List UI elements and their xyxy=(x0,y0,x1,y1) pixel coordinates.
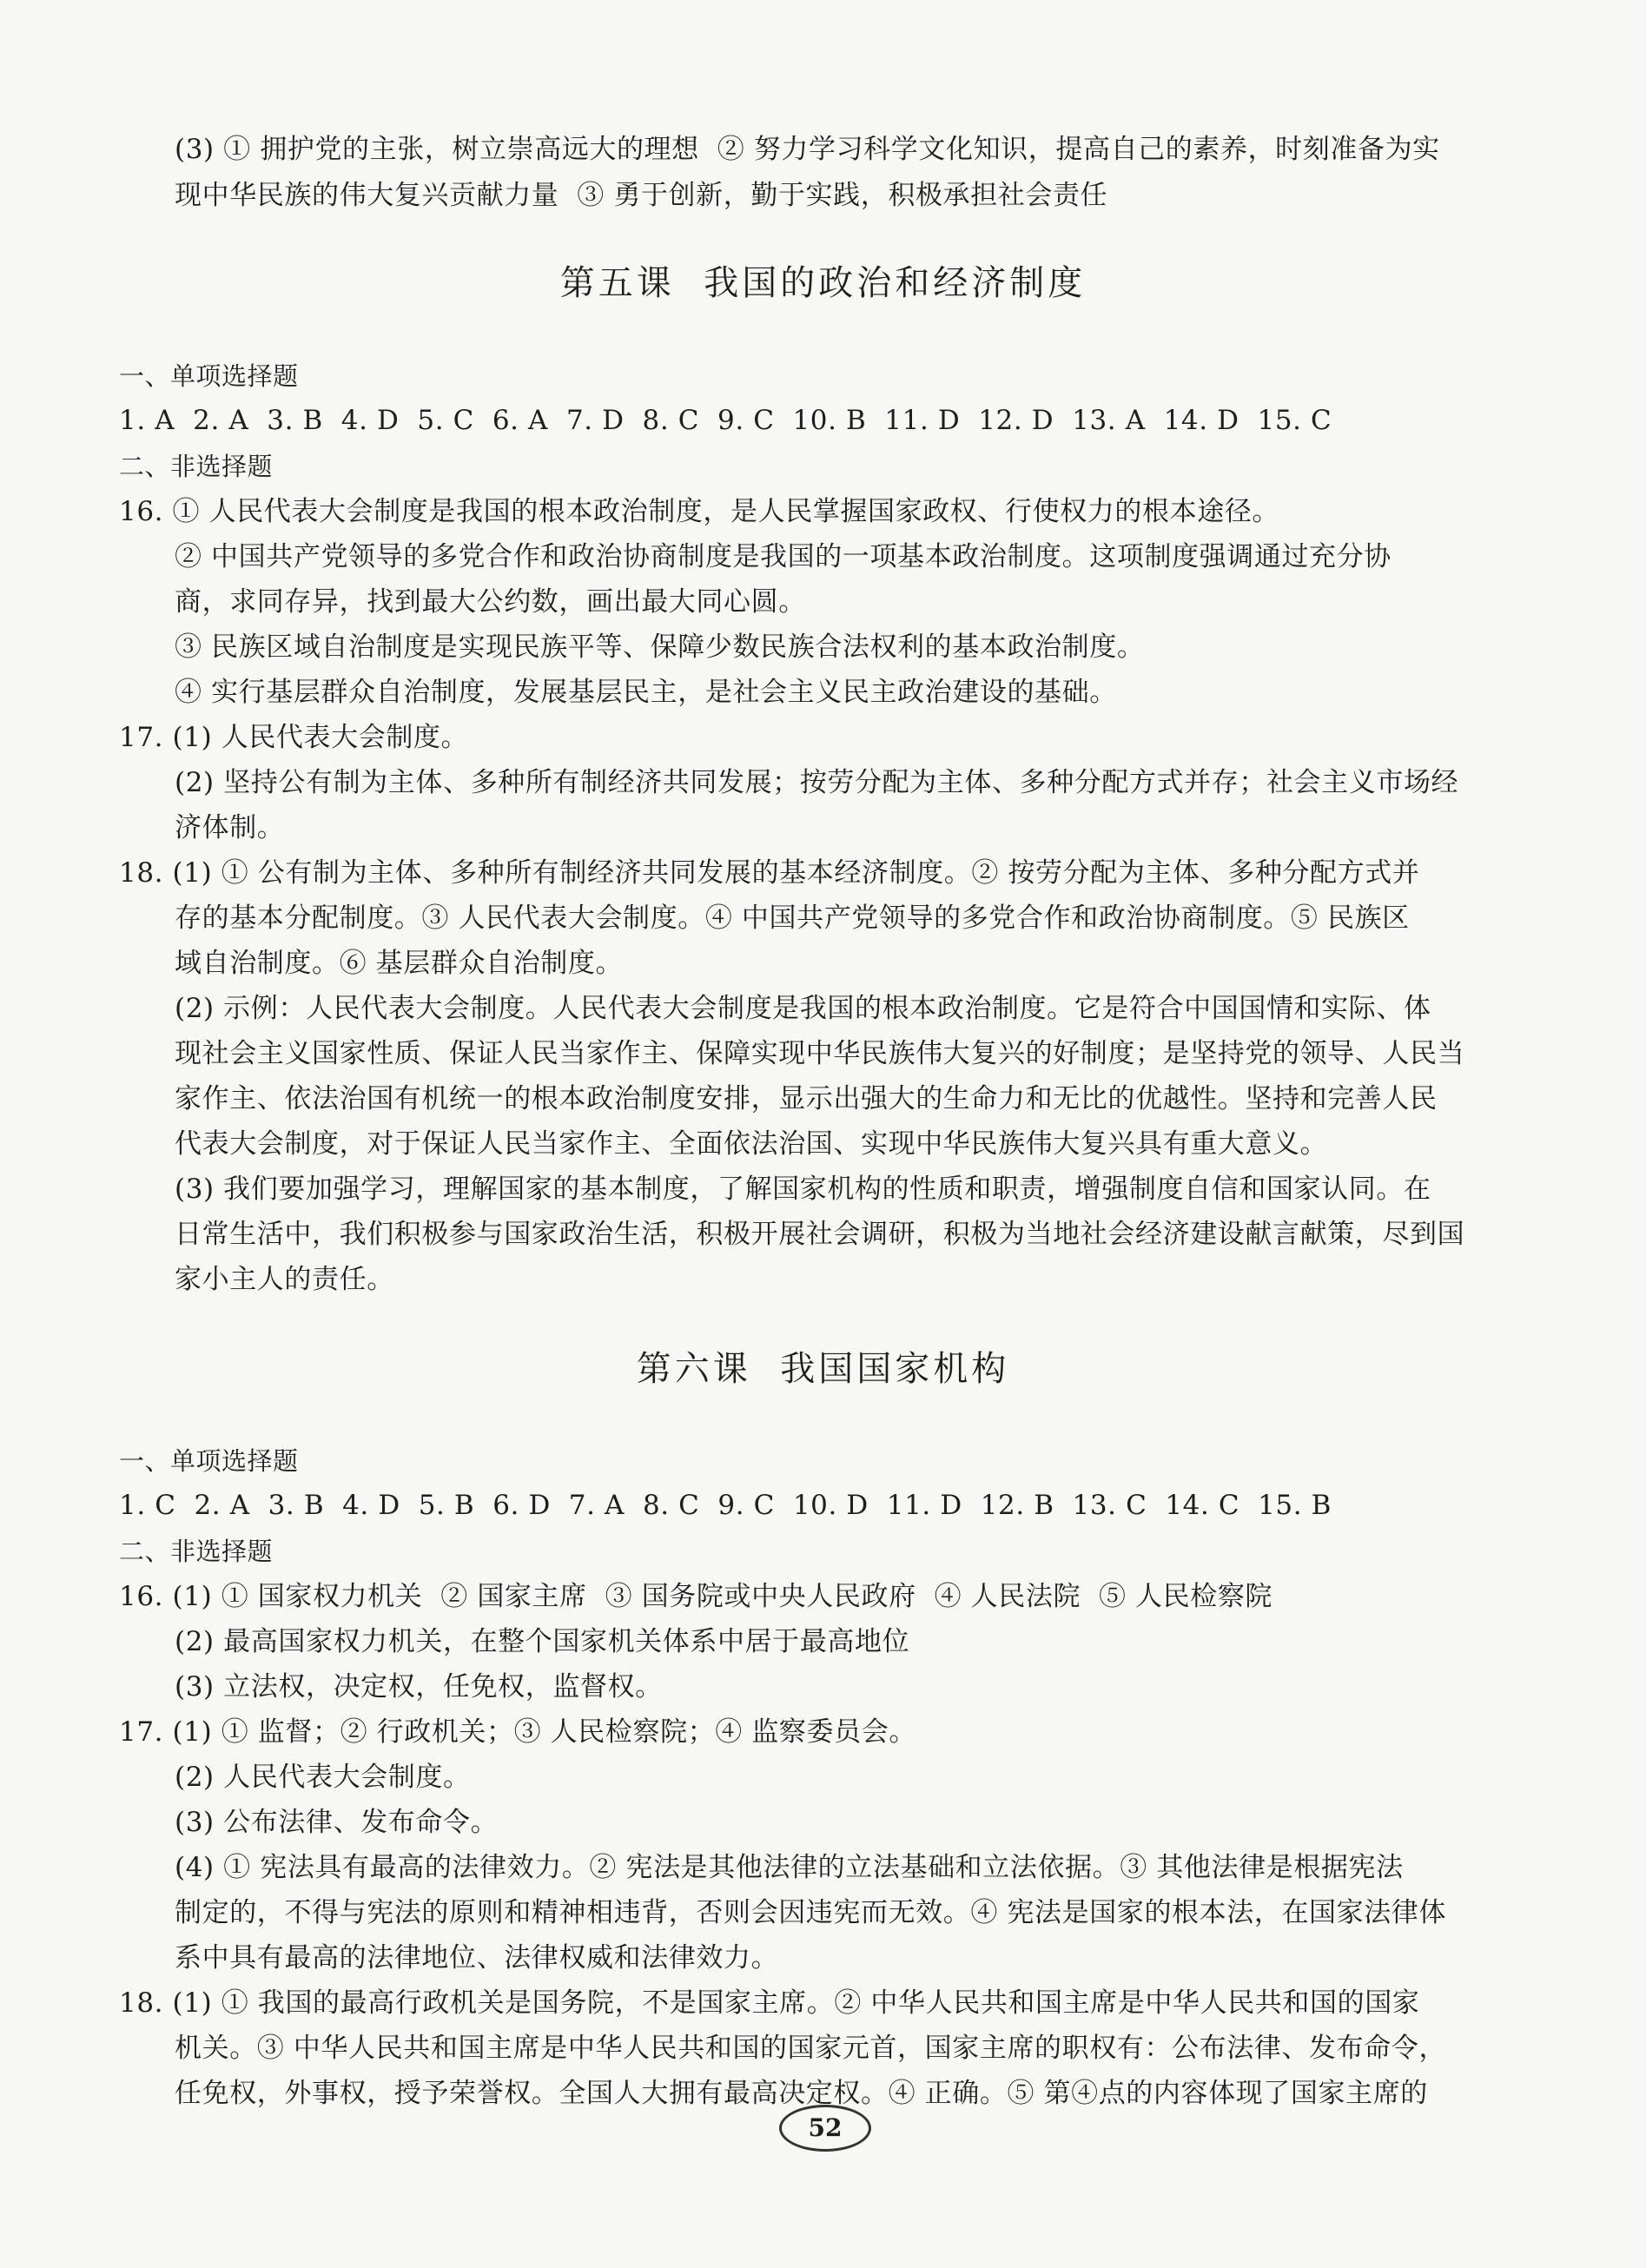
lesson5-line: 日常生活中，我们积极参与国家政治生活，积极开展社会调研，积极为当地社会经济建设献言献策，尽到国 xyxy=(175,1219,1465,1250)
lesson5-choice-answers: 1. A 2. A 3. B 4. D 5. C 6. A 7. D 8. C 9. C 10. B 11. D 12. D 13. A 14. D 15. C xyxy=(119,405,1332,436)
lesson5-line: 16. ① 人民代表大会制度是我国的根本政治制度，是人民掌握国家政权、行使权力的根本途径。 xyxy=(119,496,1280,527)
lesson5-line: ③ 民族区域自治制度是实现民族平等、保障少数民族合法权利的基本政治制度。 xyxy=(175,631,1145,663)
lesson6-line: (4) ① 宪法具有最高的法律效力。② 宪法是其他法律的立法基础和立法依据。③ 其他法律是根据宪法 xyxy=(175,1852,1404,1883)
lesson6-title: 第六课 我国国家机构 xyxy=(636,1349,1010,1389)
lesson5-line: (2) 示例：人民代表大会制度。人民代表大会制度是我国的根本政治制度。它是符合中国国情和实际、体 xyxy=(175,993,1431,1024)
lesson5-line: 济体制。 xyxy=(175,812,285,843)
lesson5-line: 现社会主义国家性质、保证人民当家作主、保障实现中华民族伟大复兴的好制度；是坚持党的领导、人民当 xyxy=(175,1038,1465,1069)
lesson5-line: 17. (1) 人民代表大会制度。 xyxy=(119,722,469,753)
lesson6-line: 16. (1) ① 国家权力机关 ② 国家主席 ③ 国务院或中央人民政府 ④ 人民法院 ⑤ 人民检察院 xyxy=(119,1581,1273,1612)
lesson6-line: (2) 人民代表大会制度。 xyxy=(175,1762,471,1793)
lesson5-line: (2) 坚持公有制为主体、多种所有制经济共同发展；按劳分配为主体、多种分配方式并存；社会主义市场经 xyxy=(175,767,1459,798)
lesson6-line: (3) 公布法律、发布命令。 xyxy=(175,1807,499,1838)
lesson6-line: 系中具有最高的法律地位、法律权威和法律效力。 xyxy=(175,1942,779,1974)
page-number: 52 xyxy=(779,2105,871,2152)
lesson5-title: 第五课 我国的政治和经济制度 xyxy=(559,263,1087,303)
lesson5-line: 域自治制度。⑥ 基层群众自治制度。 xyxy=(175,948,624,979)
lesson6-section-essay: 二、非选择题 xyxy=(119,1537,274,1566)
lesson5-line: ② 中国共产党领导的多党合作和政治协商制度是我国的一项基本政治制度。这项制度强调通过充分协 xyxy=(175,541,1391,572)
lesson5-section-choice: 一、单项选择题 xyxy=(119,361,299,391)
lesson6-line: 任免权，外事权，授予荣誉权。全国人大拥有最高决定权。④ 正确。⑤ 第④点的内容体现了国家主席的 xyxy=(175,2078,1428,2109)
lesson6-line: 17. (1) ① 监督；② 行政机关；③ 人民检察院；④ 监察委员会。 xyxy=(119,1716,916,1748)
lesson6-choice-answers: 1. C 2. A 3. B 4. D 5. B 6. D 7. A 8. C 9. C 10. D 11. D 12. B 13. C 14. C 15. B xyxy=(119,1490,1332,1521)
lesson6-line: (2) 最高国家权力机关，在整个国家机关体系中居于最高地位 xyxy=(175,1626,910,1657)
intro-line-1: (3) ① 拥护党的主张，树立崇高远大的理想 ② 努力学习科学文化知识，提高自己的素养，时刻准备为实 xyxy=(175,134,1440,165)
lesson5-section-essay: 二、非选择题 xyxy=(119,452,274,481)
lesson6-section-choice: 一、单项选择题 xyxy=(119,1446,299,1476)
lesson5-line: 代表大会制度，对于保证人民当家作主、全面依法治国、实现中华民族伟大复兴具有重大意义。 xyxy=(175,1128,1328,1160)
lesson6-line: (3) 立法权，决定权，任免权，监督权。 xyxy=(175,1671,663,1703)
lesson5-line: 家作主、依法治国有机统一的根本政治制度安排，显示出强大的生命力和无比的优越性。坚持和完善人民 xyxy=(175,1083,1438,1114)
lesson6-line: 18. (1) ① 我国的最高行政机关是国务院，不是国家主席。② 中华人民共和国主席是中华人民共和国的国家 xyxy=(119,1987,1420,2019)
lesson5-line: 商，求同存异，找到最大公约数，画出最大同心圆。 xyxy=(175,586,806,618)
lesson5-line: 家小主人的责任。 xyxy=(175,1264,394,1295)
lesson5-line: ④ 实行基层群众自治制度，发展基层民主，是社会主义民主政治建设的基础。 xyxy=(175,677,1117,708)
lesson5-line: 18. (1) ① 公有制为主体、多种所有制经济共同发展的基本经济制度。② 按劳分配为主体、多种分配方式并 xyxy=(119,857,1420,889)
intro-line-2: 现中华民族的伟大复兴贡献力量 ③ 勇于创新，勤于实践，积极承担社会责任 xyxy=(175,180,1108,211)
lesson5-line: 存的基本分配制度。③ 人民代表大会制度。④ 中国共产党领导的多党合作和政治协商制度。⑤ 民族区 xyxy=(175,903,1410,934)
lesson5-line: (3) 我们要加强学习，理解国家的基本制度，了解国家机构的性质和职责，增强制度自信和国家认同。在 xyxy=(175,1174,1431,1205)
lesson6-line: 制定的，不得与宪法的原则和精神相违背，否则会因违宪而无效。④ 宪法是国家的根本法，在国家法律体 xyxy=(175,1897,1447,1928)
lesson6-line: 机关。③ 中华人民共和国主席是中华人民共和国的国家元首，国家主席的职权有：公布法律、发布命令， xyxy=(175,2033,1447,2064)
